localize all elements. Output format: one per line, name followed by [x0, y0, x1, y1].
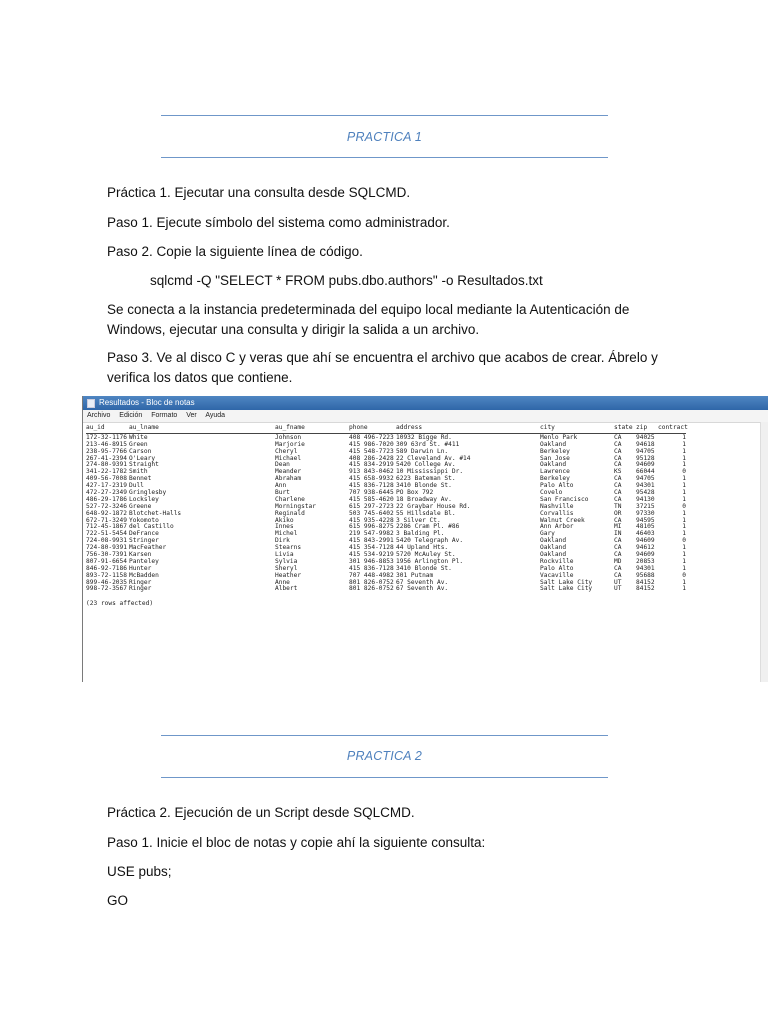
cell-au-id: 648-92-1872	[86, 509, 127, 517]
cell-au-id: 998-72-3567	[86, 585, 127, 593]
cell-phone: 408 496-7223	[349, 433, 394, 441]
cell-state: MI	[614, 523, 622, 531]
header-state: state	[614, 424, 633, 431]
header-phone: phone	[349, 424, 368, 431]
cell-au-lname: Ringer	[129, 585, 152, 593]
cell-city: Berkeley	[540, 447, 570, 455]
cell-address: 10 Mississippi Dr.	[396, 468, 464, 476]
cell-address: 309 63rd St. #411	[396, 440, 460, 448]
cell-au-id: 341-22-1782	[86, 468, 127, 476]
cell-state: CA	[614, 461, 622, 469]
cell-au-fname: Abraham	[275, 475, 302, 483]
cell-phone: 415 658-9932	[349, 475, 394, 483]
cell-au-id: 756-30-7391	[86, 551, 127, 559]
cell-au-lname: O'Leary	[129, 454, 156, 462]
cell-au-fname: Akiko	[275, 516, 294, 524]
notepad-title: Resultados - Bloc de notas	[99, 398, 195, 407]
cell-au-fname: Heather	[275, 571, 302, 579]
bottom-rule-1	[161, 157, 608, 158]
cell-au-fname: Meander	[275, 468, 302, 476]
cell-phone: 415 834-2919	[349, 461, 394, 469]
cell-au-fname: Albert	[275, 585, 298, 593]
cell-au-lname: Locksley	[129, 495, 159, 503]
cell-address: 67 Seventh Av.	[396, 585, 449, 593]
cell-zip: 94130	[636, 495, 655, 503]
cell-zip: 94301	[636, 482, 655, 490]
header-au-lname: au_lname	[129, 424, 159, 431]
cell-state: MD	[614, 557, 622, 565]
cell-zip: 66044	[636, 468, 655, 476]
cell-zip: 84152	[636, 585, 655, 593]
cell-zip: 94025	[636, 433, 655, 441]
cell-au-id: 486-29-1786	[86, 495, 127, 503]
cell-city: Berkeley	[540, 475, 570, 483]
bottom-rule-2	[161, 777, 608, 778]
cell-phone: 707 448-4982	[349, 571, 394, 579]
cell-address: 10932 Bigge Rd.	[396, 433, 452, 441]
cell-contract: 1	[682, 509, 686, 517]
header-contract: contract	[658, 424, 688, 431]
cell-contract: 1	[682, 544, 686, 552]
cell-contract: 1	[682, 523, 686, 531]
cell-phone: 913 843-0462	[349, 468, 394, 476]
cell-state: CA	[614, 551, 622, 559]
cell-address: 589 Darwin Ln.	[396, 447, 449, 455]
cell-contract: 1	[682, 475, 686, 483]
cell-city: Oakland	[540, 551, 567, 559]
cell-city: Salt Lake City	[540, 585, 593, 593]
cell-phone: 707 938-6445	[349, 489, 394, 497]
cell-au-lname: Straight	[129, 461, 159, 469]
cell-au-lname: Greene	[129, 502, 152, 510]
cell-state: CA	[614, 564, 622, 572]
cell-city: Vacaville	[540, 571, 574, 579]
paso-3-text: Paso 3. Ve al disco C y veras que ahí se encuentra el archivo que acabos de crear. Ábrelo y verifica los datos que contiene.	[107, 350, 658, 385]
cell-au-id: 238-95-7766	[86, 447, 127, 455]
cell-city: Oakland	[540, 440, 567, 448]
cell-phone: 415 836-7128	[349, 564, 394, 572]
cell-au-fname: Michael	[275, 454, 302, 462]
cell-au-lname: Gringlesby	[129, 489, 167, 497]
cell-phone: 415 354-7128	[349, 544, 394, 552]
cell-address: 6223 Bateman St.	[396, 475, 456, 483]
cell-au-fname: Sylvia	[275, 557, 298, 565]
cell-au-lname: Ringer	[129, 578, 152, 586]
cell-zip: 94609	[636, 537, 655, 545]
cell-city: Covelo	[540, 489, 563, 497]
cell-au-fname: Burt	[275, 489, 290, 497]
cell-au-fname: Reginald	[275, 509, 305, 517]
cell-address: 55 Hillsdale Bl.	[396, 509, 456, 517]
cell-contract: 1	[682, 585, 686, 593]
cell-au-id: 274-80-9391	[86, 461, 127, 469]
cell-phone: 219 547-9982	[349, 530, 394, 538]
cell-au-id: 846-92-7186	[86, 564, 127, 572]
cell-city: Salt Lake City	[540, 578, 593, 586]
cell-au-lname: Blotchet-Halls	[129, 509, 182, 517]
cell-phone: 801 826-0752	[349, 578, 394, 586]
practica-2-paso-1: Paso 1. Inicie el bloc de notas y copie ahí la siguiente consulta:	[107, 835, 486, 850]
cell-state: OR	[614, 509, 622, 517]
cell-address: PO Box 792	[396, 489, 434, 497]
cell-au-id: 672-71-3249	[86, 516, 127, 524]
cell-au-fname: Dirk	[275, 537, 290, 545]
cell-address: 22 Graybar House Rd.	[396, 502, 471, 510]
cell-city: Walnut Creek	[540, 516, 585, 524]
cell-zip: 48105	[636, 523, 655, 531]
header-address: address	[396, 424, 423, 431]
notepad-text-area[interactable]	[83, 425, 768, 608]
cell-zip: 94705	[636, 475, 655, 483]
cell-state: UT	[614, 578, 622, 586]
cell-state: CA	[614, 537, 622, 545]
cell-city: Nashville	[540, 502, 574, 510]
cell-city: Palo Alto	[540, 564, 574, 572]
notepad-window	[82, 396, 768, 682]
cell-au-id: 724-08-9931	[86, 537, 127, 545]
cell-state: CA	[614, 495, 622, 503]
cell-au-fname: Cheryl	[275, 447, 298, 455]
cell-zip: 95428	[636, 489, 655, 497]
cell-zip: 97330	[636, 509, 655, 517]
cell-au-id: 472-27-2349	[86, 489, 127, 497]
menu-ver[interactable]: Ver	[186, 412, 197, 419]
cell-zip: 94618	[636, 440, 655, 448]
go-line: GO	[107, 893, 129, 908]
cell-au-fname: Marjorie	[275, 440, 305, 448]
cell-phone: 415 585-4620	[349, 495, 394, 503]
cell-au-fname: Stearns	[275, 544, 302, 552]
cell-phone: 415 836-7128	[349, 482, 394, 490]
results-header-row	[83, 425, 768, 432]
cell-contract: 1	[682, 433, 686, 441]
cell-contract: 0	[682, 571, 686, 579]
cell-contract: 1	[682, 516, 686, 524]
top-rule-2	[161, 735, 608, 736]
cell-zip: 20853	[636, 557, 655, 565]
cell-au-fname: Charlene	[275, 495, 305, 503]
cell-contract: 1	[682, 461, 686, 469]
cell-city: Oakland	[540, 537, 567, 545]
menu-ayuda[interactable]: Ayuda	[205, 412, 226, 419]
notepad-title-bar	[83, 396, 768, 410]
cell-au-lname: Yokomoto	[129, 516, 159, 524]
cell-zip: 94705	[636, 447, 655, 455]
cell-address: 44 Upland Hts.	[396, 544, 449, 552]
practica-1-title: Práctica 1. Ejecutar una consulta desde SQLCMD.	[107, 185, 411, 200]
cell-au-id: 527-72-3246	[86, 502, 127, 510]
cell-au-fname: Michel	[275, 530, 298, 538]
cell-au-id: 172-32-1176	[86, 433, 127, 441]
cell-state: CA	[614, 454, 622, 462]
cell-au-id: 899-46-2035	[86, 578, 127, 586]
cell-state: CA	[614, 475, 622, 483]
cell-phone: 801 826-0752	[349, 585, 394, 593]
results-rows	[83, 435, 768, 593]
cell-city: Gary	[540, 530, 555, 538]
cell-phone: 615 297-2723	[349, 502, 394, 510]
cell-state: CA	[614, 516, 622, 524]
cell-zip: 94301	[636, 564, 655, 572]
cell-address: 3410 Blonde St.	[396, 482, 452, 490]
cell-address: 1956 Arlington Pl.	[396, 557, 464, 565]
cell-au-fname: Johnson	[275, 433, 302, 441]
cell-au-lname: Stringer	[129, 537, 159, 545]
cell-address: 5420 College Av.	[396, 461, 456, 469]
cell-city: Ann Arbor	[540, 523, 574, 531]
cell-state: CA	[614, 440, 622, 448]
cell-au-fname: Livia	[275, 551, 294, 559]
cell-city: Lawrence	[540, 468, 570, 476]
practica-2-heading: PRACTICA 2	[346, 749, 423, 763]
cell-phone: 615 996-8275	[349, 523, 394, 531]
cell-au-lname: Smith	[129, 468, 148, 476]
cell-contract: 1	[682, 489, 686, 497]
cell-au-fname: Dean	[275, 461, 290, 469]
cell-city: San Jose	[540, 454, 570, 462]
use-pubs-line: USE pubs;	[107, 864, 172, 879]
cell-au-lname: Bennet	[129, 475, 152, 483]
cell-zip: 84152	[636, 578, 655, 586]
cell-address: 3 Balding Pl.	[396, 530, 445, 538]
cell-state: CA	[614, 489, 622, 497]
cell-state: CA	[614, 433, 622, 441]
connection-description: Se conecta a la instancia predeterminada del equipo local mediante la Autenticación de Windows, ejecutar una consulta y dirigir la salida a un archivo.	[107, 302, 630, 337]
cell-state: IN	[614, 530, 622, 538]
cell-contract: 1	[682, 578, 686, 586]
cell-au-id: 807-91-6654	[86, 557, 127, 565]
cell-state: CA	[614, 482, 622, 490]
cell-au-id: 267-41-2394	[86, 454, 127, 462]
cell-au-fname: Innes	[275, 523, 294, 531]
cell-au-lname: Green	[129, 440, 148, 448]
cell-state: KS	[614, 468, 622, 476]
cell-au-id: 427-17-2319	[86, 482, 127, 490]
cell-zip: 94612	[636, 544, 655, 552]
cell-au-lname: Carson	[129, 447, 152, 455]
cell-contract: 0	[682, 537, 686, 545]
cell-phone: 415 548-7723	[349, 447, 394, 455]
cell-au-fname: Anne	[275, 578, 290, 586]
cell-contract: 1	[682, 440, 686, 448]
cell-address: 5420 Telegraph Av.	[396, 537, 464, 545]
paso-2-text: Paso 2. Copie la siguiente línea de código.	[107, 244, 363, 259]
table-row	[83, 586, 768, 593]
cell-contract: 1	[682, 551, 686, 559]
cell-address: 3410 Blonde St.	[396, 564, 452, 572]
cell-au-fname: Sheryl	[275, 564, 298, 572]
menu-archivo[interactable]: Archivo	[87, 412, 111, 419]
cell-au-lname: Karsen	[129, 551, 152, 559]
notepad-menu-bar	[83, 410, 768, 423]
cell-zip: 95128	[636, 454, 655, 462]
cell-au-id: 712-45-1867	[86, 523, 127, 531]
cell-phone: 301 946-8853	[349, 557, 394, 565]
cell-contract: 1	[682, 454, 686, 462]
cell-contract: 1	[682, 482, 686, 490]
menu-formato[interactable]: Formato	[151, 412, 178, 419]
cell-au-lname: Hunter	[129, 564, 152, 572]
cell-au-id: 722-51-5454	[86, 530, 127, 538]
cell-contract: 0	[682, 502, 686, 510]
cell-address: 22 Cleveland Av. #14	[396, 454, 471, 462]
cell-contract: 1	[682, 495, 686, 503]
cell-city: San Francisco	[540, 495, 589, 503]
cell-au-lname: MacFeather	[129, 544, 167, 552]
cell-au-id: 213-46-8915	[86, 440, 127, 448]
cell-state: CA	[614, 447, 622, 455]
cell-zip: 94609	[636, 551, 655, 559]
practica-1-heading: PRACTICA 1	[346, 130, 423, 144]
cell-au-id: 724-80-9391	[86, 544, 127, 552]
cell-au-id: 409-56-7008	[86, 475, 127, 483]
cell-address: 2286 Cram Pl. #86	[396, 523, 460, 531]
cell-au-lname: McBadden	[129, 571, 159, 579]
cell-au-lname: Panteley	[129, 557, 159, 565]
cell-au-lname: DeFrance	[129, 530, 159, 538]
cell-city: Oakland	[540, 461, 567, 469]
cell-zip: 37215	[636, 502, 655, 510]
cell-address: 3 Silver Ct.	[396, 516, 441, 524]
cell-city: Corvallis	[540, 509, 574, 517]
header-zip: zip	[636, 424, 648, 431]
cell-address: 301 Putnam	[396, 571, 434, 579]
cell-city: Oakland	[540, 544, 567, 552]
practica-2-title: Práctica 2. Ejecución de un Script desde SQLCMD.	[107, 805, 415, 820]
cell-zip: 94595	[636, 516, 655, 524]
paso-1-text: Paso 1. Ejecute símbolo del sistema como administrador.	[107, 215, 450, 230]
cell-contract: 1	[682, 530, 686, 538]
cell-au-lname: Dull	[129, 482, 144, 490]
cell-contract: 0	[682, 468, 686, 476]
cell-state: CA	[614, 544, 622, 552]
cell-zip: 95688	[636, 571, 655, 579]
cell-state: CA	[614, 571, 622, 579]
cell-au-lname: del Castillo	[129, 523, 174, 531]
header-au-id: au_id	[86, 424, 105, 431]
cell-address: 67 Seventh Av.	[396, 578, 449, 586]
notepad-scrollbar[interactable]	[760, 422, 768, 682]
cell-phone: 415 843-2991	[349, 537, 394, 545]
cell-contract: 1	[682, 447, 686, 455]
cell-au-fname: Morningstar	[275, 502, 316, 510]
cell-phone: 415 534-9219	[349, 551, 394, 559]
cell-phone: 503 745-6402	[349, 509, 394, 517]
cell-au-lname: White	[129, 433, 148, 441]
cell-contract: 1	[682, 557, 686, 565]
cell-contract: 1	[682, 564, 686, 572]
cell-city: Rockville	[540, 557, 574, 565]
cell-address: 18 Broadway Av.	[396, 495, 452, 503]
cell-phone: 415 935-4228	[349, 516, 394, 524]
menu-edicion[interactable]: Edición	[119, 412, 143, 419]
header-au-fname: au_fname	[275, 424, 305, 431]
header-city: city	[540, 424, 555, 431]
cell-address: 5720 McAuley St.	[396, 551, 456, 559]
top-rule-1	[161, 115, 608, 116]
cell-phone: 408 286-2428	[349, 454, 394, 462]
notepad-app-icon	[87, 399, 95, 408]
cell-zip: 46403	[636, 530, 655, 538]
cell-au-fname: Ann	[275, 482, 287, 490]
cell-city: Menlo Park	[540, 433, 578, 441]
cell-phone: 415 986-7020	[349, 440, 394, 448]
cell-zip: 94609	[636, 461, 655, 469]
cell-state: TN	[614, 502, 622, 510]
sqlcmd-code-line: sqlcmd -Q "SELECT * FROM pubs.dbo.authors" -o Resultados.txt	[150, 273, 543, 288]
cell-au-id: 893-72-1158	[86, 571, 127, 579]
rows-affected: (23 rows affected)	[86, 600, 154, 608]
cell-city: Palo Alto	[540, 482, 574, 490]
cell-state: UT	[614, 585, 622, 593]
